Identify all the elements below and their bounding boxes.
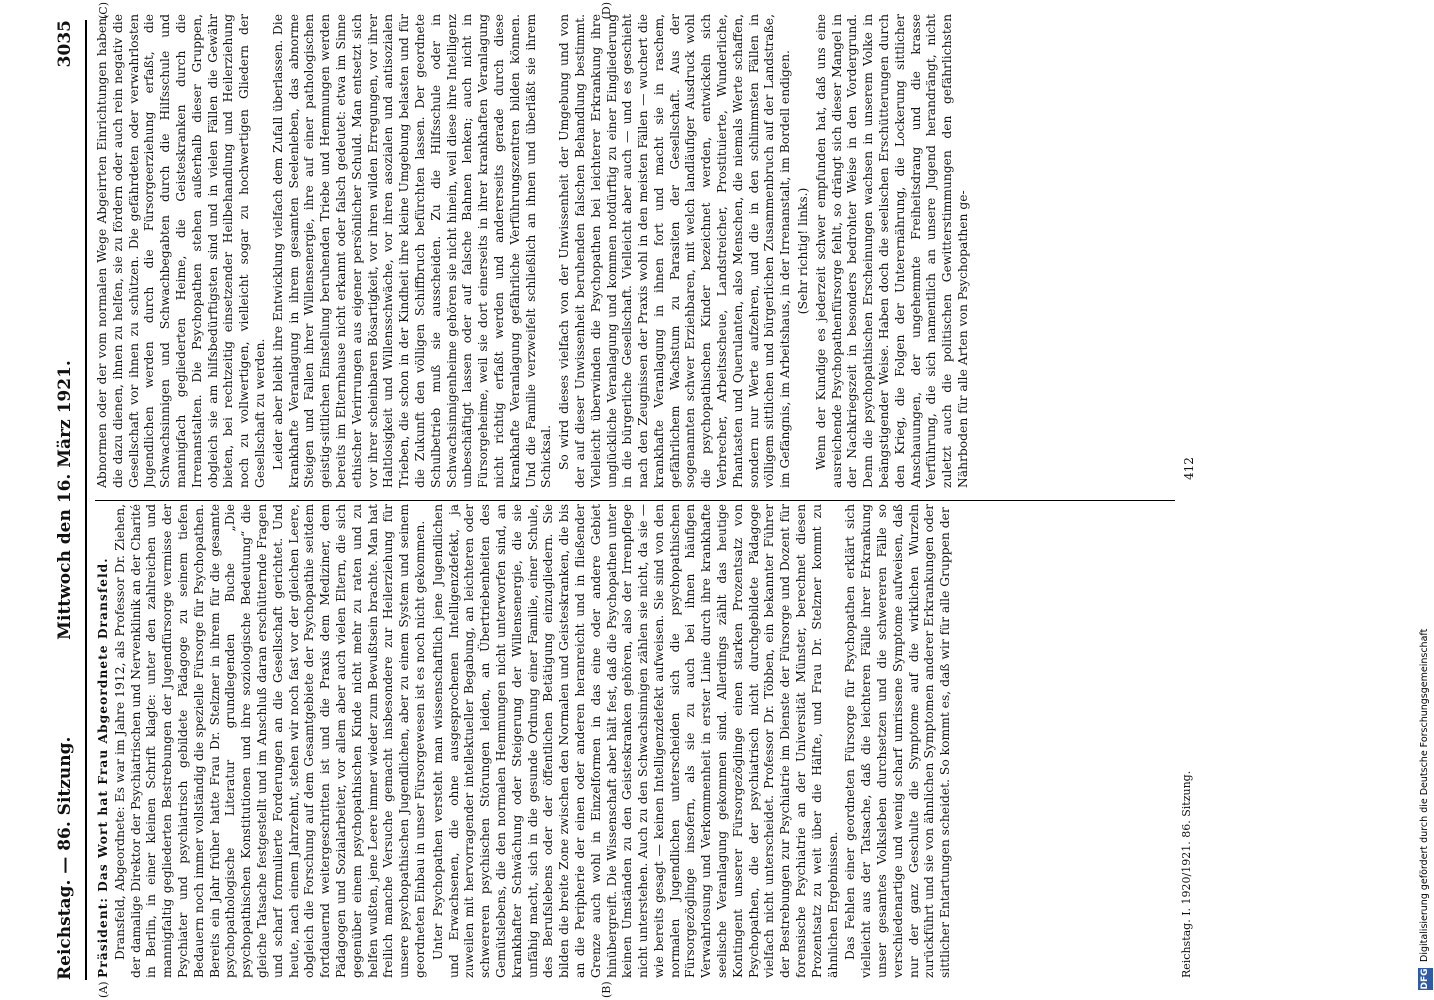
digitization-notice: Digitalisierung gefördert durch die Deutsche Forschungsgemeinschaft: [1419, 628, 1430, 962]
header-rule: [85, 20, 87, 980]
paragraph: Wenn der Kundige es jederzeit schwer empfunden hat, daß uns eine ausreichende Psychopathenfürsorge fehlt, so drängt sich dieser Mangel in der Nachkriegszeit in besonders bedrohter Weise in den Vordergrund. Denn die psychopathischen Erscheinungen wachsen in unserem Volke in beängstigender Weise. Haben doch die seelischen Erschütterungen durch den Krieg, die Folgen der Unterernährung, die Lockerung sittlicher Anschauungen, der ungehemmte Freiheitsdrang und die krasse Verführung, die sich namentlich an unsere Jugend herandrängt, nicht zuletzt auch die politischen Gewitterstimmungen den gefährlichsten Nährboden für alle Arten von Psychopathen ge-: [813, 14, 971, 488]
interjection: (Sehr richtig! links.): [796, 187, 811, 315]
paragraph: Abnormen oder der vom normalen Wege Abgeirrten Einrichtungen haben, die dazu dienen, ihnen zu helfen, sie zu fördern oder auch rein negativ die Gesellschaft vor ihnen zu schützen. Die gefährdeten oder verwahrlosten Jugendlichen werden durch die Fürsorgeerziehung erfaßt, die Schwachsinnigen und Schwachbegabten durch die Hilfsschule und mannigfach gegliederten Heime, die Geisteskranken durch die Irrenanstalten. Die Psychopathen stehen außerhalb dieser Gruppen, obgleich sie am hilfsbedürftigsten sind und in vielen Fällen die Gewähr bieten, bei rechtzeitig einsetzender Heilbehandlung und Heilerziehung noch zu vollwertigen, vielleicht sogar zu hochwertigen Gliedern der Gesellschaft zu werden.: [95, 14, 267, 488]
digitization-notice-strip: [1418, 8, 1434, 990]
footnote: Reichstag. I. 1920/1921. 86. Sitzung.: [1180, 770, 1193, 978]
paragraph: Dransfeld, Abgeordnete: Es war im Jahre 1912, als Professor Dr. Ziehen, der damalige Direktor der Psychiatrischen und Nervenklinik an der Charité in Berlin, in einer kleinen Schrift klagte: unter den zahlreichen und mannigfaltig gegliederten Bestrebungen der Jugendfürsorge vermisse der Psychiater und psychiatrisch gebildete Pädagoge zu seinem tiefen Bedauern noch immer vollständig die spezielle Fürsorge für Psychopathen. Bereits ein Jahr früher hatte Frau Dr. Stelzner in ihrem für die gesamte psychopathologische Literatur grundlegenden Buche „Die psychopathischen Konstitutionen und ihre soziologische Bedeutung“ die gleiche Tatsache festgestellt und im Anschluß daran erschütternde Fragen und scharf formulierte Forderungen an die Gesellschaft gerichtet. Und heute, nach einem Jahrzehnt, stehen wir noch fast vor der gleichen Leere, obgleich die Forschung auf dem Gesamtgebiete der Psychopathie seitdem fortdauernd weitergeschritten ist und die Praxis dem Mediziner, dem Pädagogen und Sozialarbeiter, vor allem aber auch vielen Eltern, die sich gegenüber einem psychopathischen Kinde nicht mehr zu raten und zu helfen wußten, jene Leere immer wieder zum Bewußtsein brachte. Man hat freilich manche Versuche gemacht insbesondere zur Heilerziehung für unsere psychopathischen Jugendlichen, aber zu einem System und seinem geordneten Einbau in unser Fürsorgewesen ist es noch nicht gekommen.: [112, 504, 427, 978]
margin-mark-d: (D): [600, 2, 613, 20]
margin-mark-a: (A): [97, 981, 110, 998]
paragraph: Leider aber bleibt ihre Entwicklung vielfach dem Zufall überlassen. Die krankhafte Veranlagung in ihrem gesamten Seelenleben, das abnorme Steigen und Fallen ihrer Willensenergie, ihre auf einer pathologischen geistig-sittlichen Einstellung beruhenden Triebe und Hemmungen werden bereits im Elternhause nicht erkannt oder falsch gedeutet: etwa im Sinne ethischer Verirrungen aus eigener persönlicher Schuld. Man entsetzt sich vor ihrer scheinbaren Bösartigkeit, vor ihren wilden Erregungen, vor ihrer Haltlosigkeit und Willensschwäche, vor ihren asozialen und antisozialen Trieben, die schon in der Kindheit ihre kleine Umgebung belasten und für die Zukunft den völligen Schiffbruch befürchten lassen. Der geordnete Schulbetrieb muß sie ausscheiden. Zu die Hilfsschule oder in Schwachsinnigenheime gehören sie nicht hinein, weil diese ihre Intelligenz unbeschäftigt lassen oder auf falsche Bahnen lenken; auch nicht in Fürsorgeheime, weil sie dort einerseits in ihrer krankhaften Veranlagung nicht richtig erfaßt werden und andererseits gerade durch diese krankhafte Veranlagung gefährliche Verführungszentren bilden können. Und die Familie verzweifelt schließlich an ihnen und überläßt sie ihrem Schicksal.: [270, 14, 554, 488]
paragraph: Das Fehlen einer geordneten Fürsorge für Psychopathen erklärt sich vielleicht aus der Tatsache, daß die leichteren Fälle ihrer Erkrankung unser gesamtes Volksleben durchsetzen und die schwereren Fälle so verschiedenartige und wenig scharf umrissene Symptome aufweisen, daß nur der ganz Geschulte die Symptome auf die wirklichen Wurzeln zurückführt und sie von ähnlichen Symptomen anderer Erkrankungen oder sittlicher Entartungen scheidet. So kommt es, daß wir für alle Gruppen der: [843, 504, 953, 978]
column-divider: [95, 500, 1175, 501]
paragraph: Unter Psychopathen versteht man wissenschaftlich jene Jugendlichen und Erwachsenen, die ohne ausgesprochenen Intelligenzdefekt, ja zuweilen mit hervorragender intellektueller Begabung, an leichteren oder schwereren psychischen Störungen leiden, an Übertriebenheiten des Gemütslebens, die den normalen Hemmungen nicht unterworfen sind, an krankhafter Schwächung oder Steigerung der Willensenergie, die sie unfähig macht, sich in die gesunde Ordnung einer Familie, einer Schule, des Berufslebens oder der öffentlichen Betätigung einzugliedern. Sie bilden die breite Zone zwischen den Normalen und Geisteskranken, die bis an die Peripherie der einen oder anderen heranreicht und in fließender Grenze auch wohl in Einzelformen in das eine oder andere Gebiet hinübergreift. Die Wissenschaft aber hält fest, daß die Psychopathen unter keinen Umständen zu den Geisteskranken gehören, also der Irrenpflege nicht unterstehen. Auch zu den Schwachsinnigen zählen sie nicht, da sie — wie bereits gesagt — keinen Intelligenzdefekt aufweisen. Sie sind von den normalen Jugendlichen unterscheiden sich die psychopathischen Fürsorgezöglinge insofern, als sie zu auch bei ihnen häufigen Verwahrlosung und Verkommenheit in erster Linie durch ihre krankhafte seelische Veranlagung gekommen sind. Allerdings zählt das heutige Kontingent unserer Fürsorgezöglinge einen starken Prozentsatz von Psychopathen, die der psychiatrisch nicht durchgebildete Pädagoge vielfach nicht unterscheidet. Professor Dr. Többen, ein bekannter Führer der Bestrebungen zur Psychiatrie im Dienste der Fürsorge und Dozent für forensische Psychiatrie an der Universität Münster, berechnet diesen Prozentsatz zu weit über die Hälfte, und Frau Dr. Stelzner kommt zu ähnlichen Ergebnissen.: [430, 504, 840, 978]
margin-mark-c: (C): [97, 2, 110, 19]
header-session: Reichstag. — 86. Sitzung.: [55, 736, 75, 980]
paragraph: So wird dieses vielfach von der Unwissenheit der Umgebung und von der auf dieser Unwissenheit beruhenden falschen Behandlung bestimmt. Vielleicht überwinden die Psychopathen bei leichterer Erkrankung ihre unglückliche Veranlagung und kommen notdürftig zu einer Eingliederung in die bürgerliche Gesellschaft. Vielleicht aber auch — und es geschieht nach den Zeugnissen der Praxis wohl in den meisten Fällen — wuchert die krankhafte Veranlagung in ihnen fort und macht sie in raschem, gefährlichem Wachstum zu Parasiten der Gesellschaft. Aus der sogenannten schwer Erziehbaren, mit welch landläufiger Ausdruck wohl die psychopathischen Kinder bezeichnet werden, entwickeln sich Verbrecher, Arbeitsscheue, Landstreicher, Prostituierte, Wunderliche, Phantasten und Querulanten, also Menschen, die niemals Werte schaffen, sondern nur Werte aufzehren, und die in den schlimmsten Fällen in völligem sittlichen und bürgerlichen Zusammenbruch auf der Landstraße, im Gefängnis, im Arbeitshaus, in der Irrenanstalt, im Bordell endigen.: [557, 14, 793, 488]
left-text-column: [95, 504, 1175, 978]
folio-number: 412: [1182, 457, 1196, 480]
dfg-logo: DFG: [1418, 968, 1433, 990]
margin-mark-b: (B): [600, 981, 613, 998]
header-date: Mittwoch den 16. März 1921.: [55, 360, 75, 640]
page-header: [45, 20, 85, 980]
paragraph: Präsident: Das Wort hat Frau Abgeordnete Dransfeld.: [95, 557, 110, 978]
header-page-number: 3035: [55, 20, 75, 68]
right-text-column: [95, 14, 1175, 488]
